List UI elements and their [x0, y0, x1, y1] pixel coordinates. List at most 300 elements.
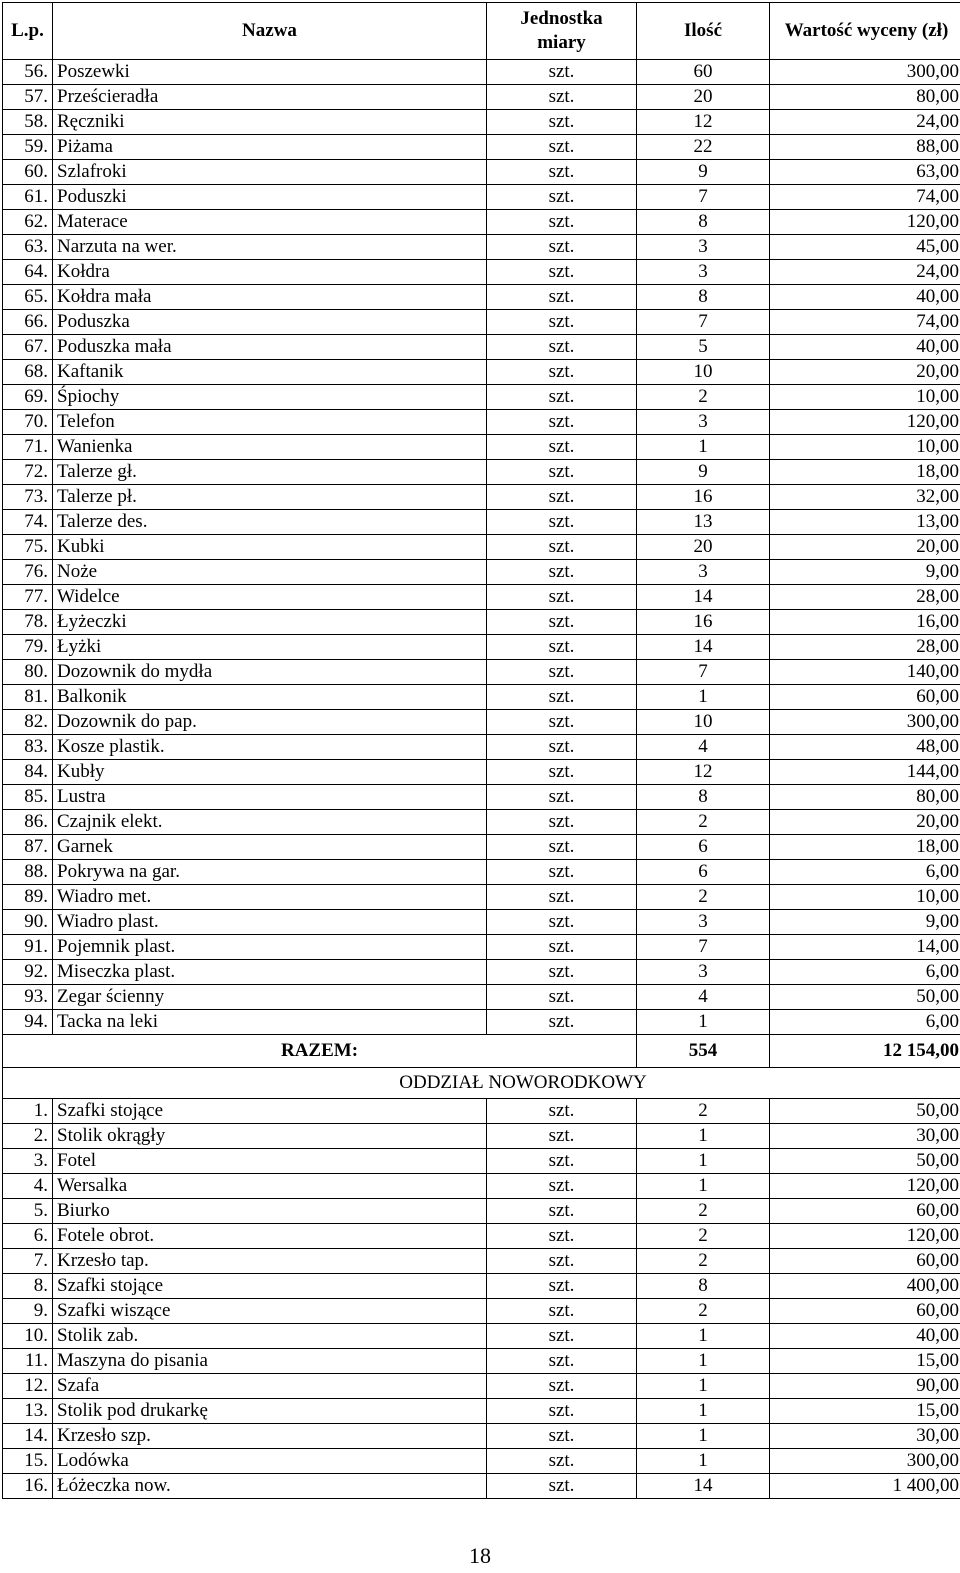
row-qty: 12 — [637, 110, 770, 135]
row-value: 40,00 — [770, 285, 960, 310]
row-value: 20,00 — [770, 360, 960, 385]
row-name: Kosze plastik. — [53, 735, 487, 760]
table-row — [3, 985, 960, 1010]
row-lp: 68. — [3, 360, 53, 385]
row-qty: 1 — [637, 1174, 770, 1199]
row-lp: 72. — [3, 460, 53, 485]
table-row — [3, 910, 960, 935]
row-name: Dozownik do pap. — [53, 710, 487, 735]
row-lp: 14. — [3, 1424, 53, 1449]
row-lp: 88. — [3, 860, 53, 885]
row-name: Fotel — [53, 1149, 487, 1174]
row-unit: szt. — [487, 735, 637, 760]
table-row — [3, 260, 960, 285]
row-lp: 12. — [3, 1374, 53, 1399]
row-value: 50,00 — [770, 985, 960, 1010]
row-unit: szt. — [487, 1449, 637, 1474]
row-qty: 1 — [637, 1399, 770, 1424]
table-row — [3, 1174, 960, 1199]
row-lp: 59. — [3, 135, 53, 160]
row-unit: szt. — [487, 1424, 637, 1449]
row-qty: 12 — [637, 760, 770, 785]
row-qty: 3 — [637, 260, 770, 285]
row-value: 63,00 — [770, 160, 960, 185]
table-row — [3, 735, 960, 760]
row-lp: 10. — [3, 1324, 53, 1349]
row-unit: szt. — [487, 110, 637, 135]
table-row — [3, 235, 960, 260]
row-unit: szt. — [487, 1149, 637, 1174]
table-row — [3, 560, 960, 585]
table-row — [3, 1424, 960, 1449]
row-qty: 4 — [637, 735, 770, 760]
row-value: 400,00 — [770, 1274, 960, 1299]
row-lp: 57. — [3, 85, 53, 110]
row-lp: 81. — [3, 685, 53, 710]
row-lp: 84. — [3, 760, 53, 785]
table-row — [3, 935, 960, 960]
row-unit: szt. — [487, 1199, 637, 1224]
row-name: Wanienka — [53, 435, 487, 460]
row-unit: szt. — [487, 1299, 637, 1324]
table-row — [3, 1149, 960, 1174]
header-qty: Ilość — [637, 3, 770, 60]
row-lp: 94. — [3, 1010, 53, 1035]
items-section-b — [3, 1099, 960, 1499]
row-unit: szt. — [487, 485, 637, 510]
row-value: 144,00 — [770, 760, 960, 785]
header-unit-line1: Jednostka — [520, 8, 603, 29]
row-name: Wiadro met. — [53, 885, 487, 910]
row-name: Kaftanik — [53, 360, 487, 385]
row-name: Maszyna do pisania — [53, 1349, 487, 1374]
row-value: 45,00 — [770, 235, 960, 260]
header-value: Wartość wyceny (zł) — [770, 3, 960, 60]
row-unit: szt. — [487, 1349, 637, 1374]
table-row — [3, 1249, 960, 1274]
row-unit: szt. — [487, 660, 637, 685]
row-lp: 77. — [3, 585, 53, 610]
row-unit: szt. — [487, 285, 637, 310]
row-lp: 58. — [3, 110, 53, 135]
table-row — [3, 60, 960, 85]
table-row — [3, 685, 960, 710]
row-name: Szafki stojące — [53, 1099, 487, 1124]
row-value: 30,00 — [770, 1124, 960, 1149]
table-row — [3, 85, 960, 110]
row-value: 6,00 — [770, 960, 960, 985]
total-row — [3, 1035, 960, 1068]
row-qty: 3 — [637, 960, 770, 985]
row-qty: 6 — [637, 860, 770, 885]
table-row — [3, 1010, 960, 1035]
row-name: Wiadro plast. — [53, 910, 487, 935]
row-value: 28,00 — [770, 585, 960, 610]
row-name: Ręczniki — [53, 110, 487, 135]
row-value: 300,00 — [770, 60, 960, 85]
row-unit: szt. — [487, 685, 637, 710]
row-unit: szt. — [487, 885, 637, 910]
row-value: 140,00 — [770, 660, 960, 685]
row-name: Piżama — [53, 135, 487, 160]
row-value: 300,00 — [770, 710, 960, 735]
row-name: Lustra — [53, 785, 487, 810]
row-unit: szt. — [487, 910, 637, 935]
row-lp: 15. — [3, 1449, 53, 1474]
row-lp: 74. — [3, 510, 53, 535]
table-row — [3, 810, 960, 835]
row-qty: 4 — [637, 985, 770, 1010]
row-qty: 9 — [637, 160, 770, 185]
table-row — [3, 1299, 960, 1324]
row-unit: szt. — [487, 835, 637, 860]
row-qty: 14 — [637, 585, 770, 610]
row-name: Kołdra — [53, 260, 487, 285]
header-lp: L.p. — [3, 3, 53, 60]
table-row — [3, 610, 960, 635]
row-qty: 2 — [637, 810, 770, 835]
row-qty: 1 — [637, 1449, 770, 1474]
row-value: 120,00 — [770, 1224, 960, 1249]
row-lp: 78. — [3, 610, 53, 635]
row-unit: szt. — [487, 1174, 637, 1199]
row-qty: 2 — [637, 885, 770, 910]
row-qty: 2 — [637, 1099, 770, 1124]
row-lp: 66. — [3, 310, 53, 335]
row-qty: 9 — [637, 460, 770, 485]
row-lp: 7. — [3, 1249, 53, 1274]
row-name: Szlafroki — [53, 160, 487, 185]
row-qty: 60 — [637, 60, 770, 85]
row-name: Lodówka — [53, 1449, 487, 1474]
row-qty: 8 — [637, 210, 770, 235]
row-value: 80,00 — [770, 85, 960, 110]
header-name: Nazwa — [53, 3, 487, 60]
row-qty: 2 — [637, 1199, 770, 1224]
row-name: Tacka na leki — [53, 1010, 487, 1035]
row-value: 20,00 — [770, 535, 960, 560]
row-name: Noże — [53, 560, 487, 585]
row-unit: szt. — [487, 460, 637, 485]
row-name: Dozownik do mydła — [53, 660, 487, 685]
row-unit: szt. — [487, 1010, 637, 1035]
row-value: 24,00 — [770, 260, 960, 285]
row-value: 9,00 — [770, 910, 960, 935]
row-value: 80,00 — [770, 785, 960, 810]
table-row — [3, 360, 960, 385]
row-name: Kubły — [53, 760, 487, 785]
row-qty: 2 — [637, 1299, 770, 1324]
row-unit: szt. — [487, 335, 637, 360]
row-value: 1 400,00 — [770, 1474, 960, 1499]
row-unit: szt. — [487, 1324, 637, 1349]
row-lp: 89. — [3, 885, 53, 910]
table-row — [3, 310, 960, 335]
row-name: Talerze pł. — [53, 485, 487, 510]
row-name: Pokrywa na gar. — [53, 860, 487, 885]
table-row — [3, 660, 960, 685]
row-unit: szt. — [487, 135, 637, 160]
row-lp: 87. — [3, 835, 53, 860]
items-section-a — [3, 60, 960, 1035]
row-lp: 5. — [3, 1199, 53, 1224]
row-qty: 7 — [637, 935, 770, 960]
row-qty: 1 — [637, 1324, 770, 1349]
row-value: 10,00 — [770, 435, 960, 460]
row-qty: 8 — [637, 1274, 770, 1299]
row-qty: 5 — [637, 335, 770, 360]
row-value: 50,00 — [770, 1099, 960, 1124]
row-name: Krzesło tap. — [53, 1249, 487, 1274]
row-unit: szt. — [487, 1224, 637, 1249]
row-value: 300,00 — [770, 1449, 960, 1474]
row-unit: szt. — [487, 1124, 637, 1149]
row-qty: 16 — [637, 610, 770, 635]
row-value: 20,00 — [770, 810, 960, 835]
row-qty: 2 — [637, 1249, 770, 1274]
row-name: Miseczka plast. — [53, 960, 487, 985]
row-lp: 86. — [3, 810, 53, 835]
row-qty: 7 — [637, 310, 770, 335]
row-lp: 70. — [3, 410, 53, 435]
table-row — [3, 485, 960, 510]
row-lp: 6. — [3, 1224, 53, 1249]
row-value: 40,00 — [770, 1324, 960, 1349]
table-row — [3, 460, 960, 485]
table-row — [3, 410, 960, 435]
row-lp: 61. — [3, 185, 53, 210]
row-unit: szt. — [487, 810, 637, 835]
row-qty: 1 — [637, 1374, 770, 1399]
row-lp: 80. — [3, 660, 53, 685]
row-qty: 1 — [637, 435, 770, 460]
row-lp: 2. — [3, 1124, 53, 1149]
row-lp: 16. — [3, 1474, 53, 1499]
table-row — [3, 535, 960, 560]
row-qty: 1 — [637, 685, 770, 710]
row-lp: 1. — [3, 1099, 53, 1124]
row-value: 14,00 — [770, 935, 960, 960]
row-qty: 1 — [637, 1424, 770, 1449]
row-qty: 13 — [637, 510, 770, 535]
row-name: Stolik zab. — [53, 1324, 487, 1349]
row-unit: szt. — [487, 1249, 637, 1274]
row-unit: szt. — [487, 260, 637, 285]
row-name: Poduszka mała — [53, 335, 487, 360]
row-qty: 1 — [637, 1349, 770, 1374]
row-name: Szafki wiszące — [53, 1299, 487, 1324]
header-unit-line2: miary — [537, 32, 586, 53]
table-row — [3, 1274, 960, 1299]
row-lp: 69. — [3, 385, 53, 410]
row-name: Talerze des. — [53, 510, 487, 535]
row-lp: 92. — [3, 960, 53, 985]
row-unit: szt. — [487, 160, 637, 185]
table-row — [3, 860, 960, 885]
table-row — [3, 1124, 960, 1149]
row-qty: 3 — [637, 910, 770, 935]
row-unit: szt. — [487, 410, 637, 435]
row-qty: 20 — [637, 535, 770, 560]
row-name: Zegar ścienny — [53, 985, 487, 1010]
row-name: Kubki — [53, 535, 487, 560]
row-value: 32,00 — [770, 485, 960, 510]
row-unit: szt. — [487, 1374, 637, 1399]
table-row — [3, 1324, 960, 1349]
table-row — [3, 435, 960, 460]
row-lp: 67. — [3, 335, 53, 360]
row-lp: 73. — [3, 485, 53, 510]
row-qty: 3 — [637, 410, 770, 435]
row-value: 16,00 — [770, 610, 960, 635]
row-qty: 2 — [637, 385, 770, 410]
row-qty: 6 — [637, 835, 770, 860]
table-row — [3, 210, 960, 235]
row-lp: 71. — [3, 435, 53, 460]
table-row — [3, 960, 960, 985]
table-row — [3, 760, 960, 785]
row-value: 48,00 — [770, 735, 960, 760]
table-row — [3, 110, 960, 135]
row-name: Telefon — [53, 410, 487, 435]
row-lp: 13. — [3, 1399, 53, 1424]
row-value: 10,00 — [770, 885, 960, 910]
row-lp: 83. — [3, 735, 53, 760]
row-unit: szt. — [487, 185, 637, 210]
table-row — [3, 510, 960, 535]
section-title-cell — [3, 1068, 960, 1099]
row-unit: szt. — [487, 585, 637, 610]
row-qty: 3 — [637, 560, 770, 585]
row-lp: 4. — [3, 1174, 53, 1199]
row-value: 50,00 — [770, 1149, 960, 1174]
page-number: 18 — [469, 1543, 491, 1568]
row-unit: szt. — [487, 210, 637, 235]
row-name: Poduszki — [53, 185, 487, 210]
row-unit: szt. — [487, 710, 637, 735]
row-lp: 56. — [3, 60, 53, 85]
row-value: 6,00 — [770, 1010, 960, 1035]
row-value: 120,00 — [770, 410, 960, 435]
row-name: Poszewki — [53, 60, 487, 85]
row-name: Widelce — [53, 585, 487, 610]
table-header-row — [3, 3, 960, 60]
row-name: Czajnik elekt. — [53, 810, 487, 835]
row-lp: 79. — [3, 635, 53, 660]
table-row — [3, 1349, 960, 1374]
row-lp: 85. — [3, 785, 53, 810]
row-lp: 8. — [3, 1274, 53, 1299]
row-name: Fotele obrot. — [53, 1224, 487, 1249]
row-unit: szt. — [487, 435, 637, 460]
table-row — [3, 1224, 960, 1249]
row-value: 18,00 — [770, 460, 960, 485]
section-title-row — [3, 1068, 960, 1099]
table-row — [3, 135, 960, 160]
table-row — [3, 335, 960, 360]
inventory-table — [2, 2, 960, 1499]
row-name: Stolik okrągły — [53, 1124, 487, 1149]
total-label: RAZEM: — [3, 1035, 637, 1068]
row-name: Wersalka — [53, 1174, 487, 1199]
row-unit: szt. — [487, 60, 637, 85]
row-value: 30,00 — [770, 1424, 960, 1449]
row-unit: szt. — [487, 1399, 637, 1424]
row-lp: 3. — [3, 1149, 53, 1174]
row-lp: 62. — [3, 210, 53, 235]
row-unit: szt. — [487, 1274, 637, 1299]
row-qty: 10 — [637, 710, 770, 735]
row-lp: 64. — [3, 260, 53, 285]
row-qty: 7 — [637, 660, 770, 685]
row-value: 18,00 — [770, 835, 960, 860]
row-qty: 8 — [637, 785, 770, 810]
row-lp: 65. — [3, 285, 53, 310]
table-row — [3, 1199, 960, 1224]
row-unit: szt. — [487, 1474, 637, 1499]
row-qty: 10 — [637, 360, 770, 385]
row-name: Szafa — [53, 1374, 487, 1399]
row-value: 60,00 — [770, 1299, 960, 1324]
table-row — [3, 385, 960, 410]
row-unit: szt. — [487, 785, 637, 810]
header-unit — [487, 3, 637, 60]
total-section — [3, 1035, 960, 1099]
row-unit: szt. — [487, 235, 637, 260]
row-value: 9,00 — [770, 560, 960, 585]
row-unit: szt. — [487, 985, 637, 1010]
row-name: Krzesło szp. — [53, 1424, 487, 1449]
table-row — [3, 1374, 960, 1399]
row-value: 60,00 — [770, 1249, 960, 1274]
row-name: Poduszka — [53, 310, 487, 335]
row-lp: 11. — [3, 1349, 53, 1374]
row-unit: szt. — [487, 960, 637, 985]
row-qty: 2 — [637, 1224, 770, 1249]
row-qty: 1 — [637, 1149, 770, 1174]
row-name: Garnek — [53, 835, 487, 860]
row-value: 88,00 — [770, 135, 960, 160]
row-unit: szt. — [487, 860, 637, 885]
table-row — [3, 160, 960, 185]
row-value: 40,00 — [770, 335, 960, 360]
table-row — [3, 1099, 960, 1124]
row-name: Łóżeczka now. — [53, 1474, 487, 1499]
row-name: Łyżeczki — [53, 610, 487, 635]
row-unit: szt. — [487, 935, 637, 960]
row-lp: 90. — [3, 910, 53, 935]
row-unit: szt. — [487, 360, 637, 385]
row-qty: 22 — [637, 135, 770, 160]
table-row — [3, 185, 960, 210]
row-qty: 14 — [637, 1474, 770, 1499]
row-value: 10,00 — [770, 385, 960, 410]
row-value: 15,00 — [770, 1349, 960, 1374]
table-row — [3, 885, 960, 910]
row-value: 120,00 — [770, 210, 960, 235]
table-row — [3, 710, 960, 735]
row-value: 6,00 — [770, 860, 960, 885]
row-name: Łyżki — [53, 635, 487, 660]
row-qty: 14 — [637, 635, 770, 660]
row-name: Kołdra mała — [53, 285, 487, 310]
row-value: 13,00 — [770, 510, 960, 535]
table-row — [3, 1399, 960, 1424]
row-qty: 7 — [637, 185, 770, 210]
row-qty: 1 — [637, 1010, 770, 1035]
table-row — [3, 585, 960, 610]
row-value: 120,00 — [770, 1174, 960, 1199]
